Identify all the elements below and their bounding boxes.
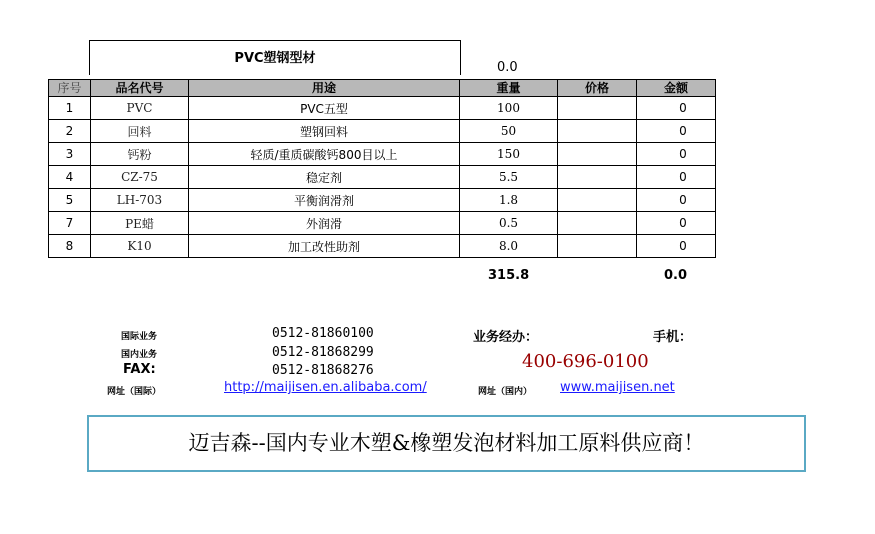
product-title: PVC塑钢型材 [89, 40, 461, 75]
cell-weight: 5.5 [460, 166, 558, 189]
cell-price[interactable] [558, 120, 637, 143]
header-amount: 金额 [637, 80, 716, 97]
cell-weight: 150 [460, 143, 558, 166]
web-intl-label: 网址（国际） [107, 387, 162, 397]
table-row [49, 212, 716, 235]
cell-price[interactable] [558, 97, 637, 120]
cell-code: 回料 [91, 120, 189, 143]
cell-use: 外润滑 [189, 212, 460, 235]
cell-price[interactable] [558, 143, 637, 166]
table-row [49, 235, 716, 258]
cell-amount: 0 [637, 97, 716, 120]
header-price: 价格 [558, 80, 637, 97]
cell-seq: 3 [49, 143, 91, 166]
mobile-label: 手机： [653, 330, 693, 345]
table-row [49, 166, 716, 189]
cell-price[interactable] [558, 212, 637, 235]
table-row [49, 143, 716, 166]
cell-amount: 0 [637, 166, 716, 189]
slogan-banner: 迈吉森--国内专业木塑&橡塑发泡材料加工原料供应商！ [87, 415, 806, 472]
cell-code: LH-703 [91, 189, 189, 212]
header-seq: 序号 [49, 80, 91, 97]
cell-weight: 100 [460, 97, 558, 120]
top-total: 0.0 [497, 60, 518, 75]
cell-price[interactable] [558, 189, 637, 212]
table-row [49, 97, 716, 120]
web-intl-link[interactable]: http://maijisen.en.alibaba.com/ [224, 380, 427, 395]
cell-use: PVC五型 [189, 97, 460, 120]
cell-seq: 4 [49, 166, 91, 189]
cell-seq: 2 [49, 120, 91, 143]
intl-phone: 0512-81860100 [272, 326, 374, 341]
header-weight: 重量 [460, 80, 558, 97]
table-row [49, 120, 716, 143]
cell-use: 加工改性助剂 [189, 235, 460, 258]
cell-amount: 0 [637, 189, 716, 212]
cell-use: 轻质/重质碳酸钙800目以上 [189, 143, 460, 166]
cell-code: PVC [91, 97, 189, 120]
formula-table [48, 79, 716, 258]
table-header-row [49, 80, 716, 97]
cell-use: 稳定剂 [189, 166, 460, 189]
cell-code: 钙粉 [91, 143, 189, 166]
cell-seq: 1 [49, 97, 91, 120]
cell-amount: 0 [637, 120, 716, 143]
domestic-business-label: 国内业务 [121, 350, 158, 360]
cell-code: PE蜡 [91, 212, 189, 235]
fax-label: FAX: [123, 362, 156, 377]
header-use: 用途 [189, 80, 460, 97]
table-row [49, 189, 716, 212]
manager-label: 业务经办： [473, 330, 539, 345]
cell-code: K10 [91, 235, 189, 258]
cell-weight: 0.5 [460, 212, 558, 235]
cell-seq: 7 [49, 212, 91, 235]
intl-business-label: 国际业务 [121, 332, 158, 342]
cell-price[interactable] [558, 235, 637, 258]
cell-weight: 8.0 [460, 235, 558, 258]
cell-use: 平衡润滑剂 [189, 189, 460, 212]
total-amount: 0.0 [664, 268, 688, 283]
cell-seq: 5 [49, 189, 91, 212]
web-domestic-link[interactable]: www.maijisen.net [560, 380, 675, 395]
cell-seq: 8 [49, 235, 91, 258]
cell-use: 塑钢回料 [189, 120, 460, 143]
cell-amount: 0 [637, 143, 716, 166]
cell-weight: 50 [460, 120, 558, 143]
cell-weight: 1.8 [460, 189, 558, 212]
domestic-phone: 0512-81868299 [272, 345, 374, 360]
hotline-number: 400-696-0100 [522, 351, 649, 372]
cell-code: CZ-75 [91, 166, 189, 189]
fax-phone: 0512-81868276 [272, 363, 374, 378]
header-code: 品名代号 [91, 80, 189, 97]
cell-amount: 0 [637, 212, 716, 235]
cell-amount: 0 [637, 235, 716, 258]
total-weight: 315.8 [488, 268, 530, 283]
web-domestic-label: 网址（国内） [478, 387, 533, 397]
cell-price[interactable] [558, 166, 637, 189]
